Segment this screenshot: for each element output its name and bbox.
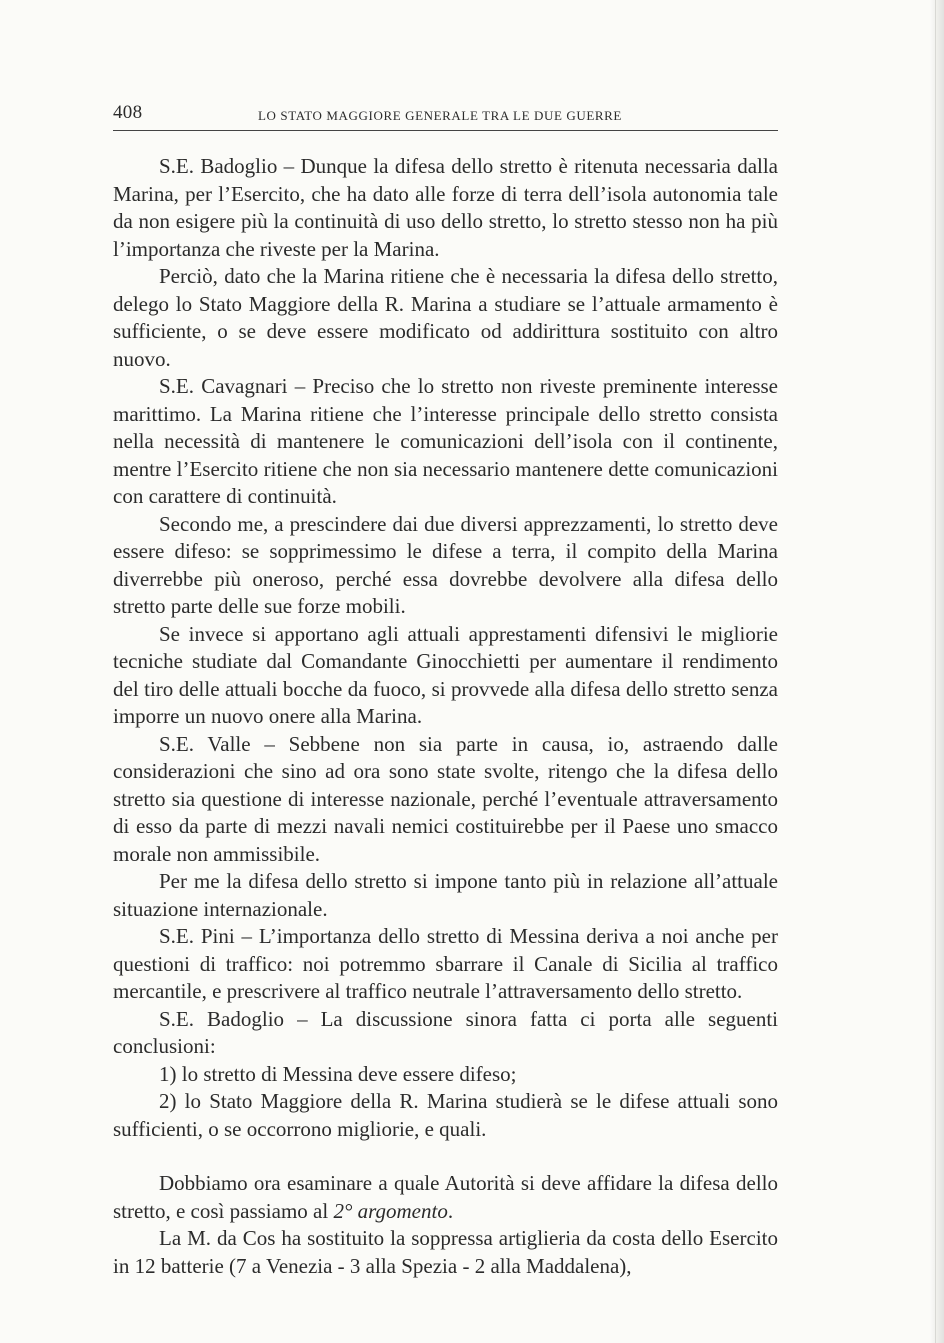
paragraph-valle: S.E. Valle – Sebbene non sia parte in causa, io, astraendo dalle considerazioni che sino ad ora sono state svolte, ritengo che la difesa dello stretto sia questione di interesse nazionale, perché l’eventuale attraversamento di esso da parte di mezzi navali nemici costituirebbe per il Paese uno smacco morale non ammissibile. [113, 731, 778, 866]
paragraph-se-invece: Se invece si apportano agli attuali apprestamenti difensivi le migliorie tecniche studiate dal Comandante Ginocchietti per aumentare il rendimento del tiro delle attuali bocche da fuoco, si provvede alla difesa dello stretto senza imporre un nuovo onere alla Marina. [113, 621, 778, 728]
page-header [113, 100, 778, 131]
paragraph-m-da-cos: La M. da Cos ha sostituito la soppressa artiglieria da costa dello Esercito in 12 batterie (7 a Venezia - 3 alla Spezia - 2 alla Maddalena), [113, 1226, 778, 1278]
paragraph-section-two [113, 1170, 778, 1225]
conclusion-item-1: 1) lo stretto di Messina deve essere difeso; [159, 1061, 517, 1086]
page-edge-shadow [930, 0, 944, 1343]
page-number: 408 [113, 102, 143, 123]
paragraph-badoglio-1: S.E. Badoglio – Dunque la difesa dello stretto è ritenuta necessaria dalla Marina, per l’Esercito, che ha dato alle forze di terra dell’isola autonomia tale da non esigere più la continuità di uso dello stretto, lo stretto stesso non ha più l’importanza che riveste per la Marina. [113, 154, 778, 261]
paragraph-per-me: Per me la difesa dello stretto si impone tanto più in relazione all’attuale situazione internazionale. [113, 869, 778, 921]
section-two-end: . [447, 1198, 454, 1223]
paragraph-badoglio-2: S.E. Badoglio – La discussione sinora fatta ci porta alle seguenti conclusioni: [113, 1006, 778, 1058]
body-text [113, 153, 778, 1280]
conclusion-item-2: 2) lo Stato Maggiore della R. Marina studierà se le difese attuali sono sufficienti, o se occorrono migliorie, e quali. [113, 1089, 778, 1141]
paragraph-delega: Perciò, dato che la Marina ritiene che è necessaria la difesa dello stretto, delego lo Stato Maggiore della R. Marina a studiare se l’attuale armamento è sufficiente, o se deve essere modificato od addirittura sostituito con altro nuovo. [113, 264, 778, 371]
page-edge-line [935, 0, 936, 1343]
paragraph-secondo-me: Secondo me, a prescindere dai due diversi apprezzamenti, lo stretto deve essere difeso: se sopprimessimo le difese a terra, il compito della Marina diverrebbe più oneroso, perché essa dovrebbe devolvere alla difesa dello stretto parte delle sue forze mobili. [113, 511, 778, 618]
paragraph-pini: S.E. Pini – L’importanza dello stretto di Messina deriva a noi anche per questioni di traffico: noi potremmo sbarrare il Canale di Sicilia al traffico mercantile, e prescrivere al traffico neutrale l’attraversamento dello stretto. [113, 924, 778, 1003]
paragraph-cavagnari: S.E. Cavagnari – Preciso che lo stretto non riveste preminente interesse marittimo. La Marina ritiene che l’interesse principale dello stretto consista nella necessità di mantenere le comunicazioni dell’isola con il continente, mentre l’Esercito ritiene che non sia necessario mantenere dette comunicazioni con carattere di continuità. [113, 374, 778, 508]
section-two-intro: Dobbiamo ora esaminare a quale Autorità si deve affidare la difesa dello stretto, e così passiamo al [113, 1171, 778, 1223]
section-two-topic: 2° argomento [333, 1198, 448, 1223]
running-title: LO STATO MAGGIORE GENERALE TRA LE DUE GUERRE [258, 108, 622, 123]
